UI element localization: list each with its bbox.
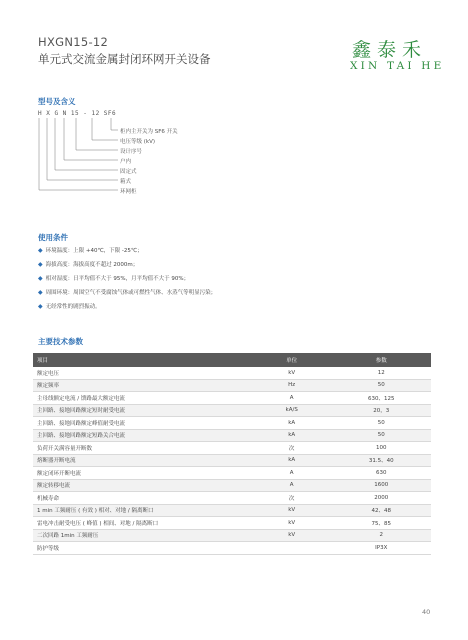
cell-item: 熔断器开断电流 <box>33 454 252 467</box>
cell-unit <box>252 542 332 555</box>
cell-item: 二次回路 1min 工频耐压 <box>33 529 252 542</box>
cell-item: 主母线额定电流 / 馈路最大额定电流 <box>33 392 252 405</box>
table-row <box>33 492 431 505</box>
meaning-item: 环网柜 <box>120 189 137 195</box>
column-header-unit: 单位 <box>252 353 332 367</box>
table-row <box>33 392 431 405</box>
cell-item: 负荷开关满容量开断数 <box>33 442 252 455</box>
cell-unit: kV <box>252 367 332 379</box>
brand-logo-en: XIN TAI HE <box>350 60 445 72</box>
table-header-row <box>33 353 431 367</box>
cell-unit: A <box>252 479 332 492</box>
cell-unit: A <box>252 392 332 405</box>
cell-value: 630、125 <box>331 392 431 405</box>
model-code: H X G N 15 - 12 SF6 <box>38 110 117 117</box>
condition-item: ◆ 相对湿度：日平均值不大于 95%，月平均值不大于 90%； <box>38 275 190 282</box>
cell-item: 主回路、接地回路额定短路关合电流 <box>33 429 252 442</box>
table-row <box>33 379 431 392</box>
cell-item: 机械寿命 <box>33 492 252 505</box>
cell-item: 额定电压 <box>33 367 252 379</box>
bullet-diamond-icon: ◆ <box>38 289 43 296</box>
cell-value: 630 <box>331 467 431 480</box>
cell-value: 42、48 <box>331 504 431 517</box>
cell-value: 31.5、40 <box>331 454 431 467</box>
column-header-value: 参数 <box>331 353 431 367</box>
cell-unit: 次 <box>252 492 332 505</box>
table-row <box>33 467 431 480</box>
page-number: 40 <box>422 608 431 616</box>
conditions-section-heading: 使用条件 <box>38 233 68 242</box>
cell-value: 20，3 <box>331 404 431 417</box>
bullet-diamond-icon: ◆ <box>38 303 43 310</box>
cell-item: 额定频率 <box>33 379 252 392</box>
cell-unit: kV <box>252 504 332 517</box>
condition-item: ◆ 周围环境：周围空气不受腐蚀气体或可燃性气体、水蒸气等明显污染； <box>38 289 217 296</box>
cell-value: 100 <box>331 442 431 455</box>
model-code-lines <box>0 0 468 220</box>
cell-item: 额定转移电流 <box>33 479 252 492</box>
cell-item: 防护等级 <box>33 542 252 555</box>
condition-item: ◆ 海拔高度：海拔高度不超过 2000m； <box>38 261 139 268</box>
cell-unit: 次 <box>252 442 332 455</box>
cell-value: 2 <box>331 529 431 542</box>
specs-table <box>33 353 431 555</box>
meaning-item: 户内 <box>120 159 132 165</box>
cell-value: 12 <box>331 367 431 379</box>
cell-value: IP3X <box>331 542 431 555</box>
condition-item: ◆ 无经常性的剧烈振动。 <box>38 303 101 310</box>
table-row <box>33 517 431 530</box>
table-row <box>33 479 431 492</box>
cell-unit: kA <box>252 454 332 467</box>
meaning-item: 电压等级 (kV) <box>120 139 155 145</box>
cell-unit: kA <box>252 429 332 442</box>
table-row <box>33 417 431 430</box>
cell-unit: kA <box>252 417 332 430</box>
table-row <box>33 367 431 379</box>
cell-value: 50 <box>331 417 431 430</box>
cell-item: 主回路、接地回路额定短时耐受电流 <box>33 404 252 417</box>
product-title: 单元式交流金属封闭环网开关设备 <box>38 52 211 66</box>
product-model: HXGN15-12 <box>38 35 109 49</box>
table-row <box>33 504 431 517</box>
cell-item: 1 min 工频耐压 ( 有效 ) 相对、对地 / 隔离断口 <box>33 504 252 517</box>
table-row <box>33 404 431 417</box>
cell-value: 75、85 <box>331 517 431 530</box>
table-row <box>33 542 431 555</box>
bullet-diamond-icon: ◆ <box>38 275 43 282</box>
cell-unit: kA/S <box>252 404 332 417</box>
cell-unit: kV <box>252 529 332 542</box>
specs-section-heading: 主要技术参数 <box>38 337 83 346</box>
cell-value: 50 <box>331 429 431 442</box>
condition-item: ◆ 环境温度：上限 +40℃，下限 -25℃； <box>38 247 143 254</box>
cell-unit: A <box>252 467 332 480</box>
cell-item: 主回路、接地回路额定峰值耐受电流 <box>33 417 252 430</box>
table-row <box>33 429 431 442</box>
cell-value: 2000 <box>331 492 431 505</box>
meaning-item: 固定式 <box>120 169 137 175</box>
meaning-item: 箱式 <box>120 179 132 185</box>
table-row <box>33 529 431 542</box>
meaning-item: 设计序号 <box>120 149 143 155</box>
cell-unit: Hz <box>252 379 332 392</box>
cell-value: 1600 <box>331 479 431 492</box>
bullet-diamond-icon: ◆ <box>38 261 43 268</box>
cell-unit: kV <box>252 517 332 530</box>
cell-value: 50 <box>331 379 431 392</box>
brand-logo-cn: 鑫泰禾 <box>352 39 428 61</box>
model-section-heading: 型号及含义 <box>38 97 76 106</box>
column-header-item: 项目 <box>33 353 252 367</box>
cell-item: 雷电冲击耐受电压 ( 峰值 ) 相间、对地 / 隔离断口 <box>33 517 252 530</box>
cell-item: 额定闭环开断电流 <box>33 467 252 480</box>
bullet-diamond-icon: ◆ <box>38 247 43 254</box>
table-row <box>33 442 431 455</box>
table-row <box>33 454 431 467</box>
meaning-item: 柜内主开关为 SF6 开关 <box>120 129 178 135</box>
